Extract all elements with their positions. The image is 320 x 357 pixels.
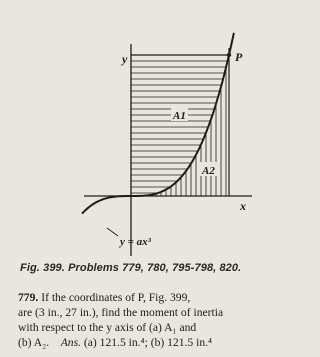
y-axis-label: y bbox=[122, 52, 128, 66]
problem-text-4: (b) A₂. bbox=[18, 336, 50, 349]
answer-label: Ans. bbox=[60, 336, 81, 349]
area-a2-hatching bbox=[156, 68, 226, 196]
curve-label-leader bbox=[107, 228, 118, 236]
area-a2-label: A2 bbox=[202, 165, 215, 177]
curve-equation-label: y = ax³ bbox=[120, 236, 151, 248]
problem-779 bbox=[18, 290, 308, 350]
point-p-label: P bbox=[235, 50, 243, 64]
problem-number: 779. bbox=[18, 291, 39, 304]
problem-line-1 bbox=[18, 290, 308, 305]
problem-line-4 bbox=[18, 335, 308, 350]
area-a1-label: A1 bbox=[173, 110, 186, 122]
figure-caption: Fig. 399. Problems 779, 780, 795-798, 820. bbox=[20, 262, 242, 274]
answer-values: (a) 121.5 in.⁴; (b) 121.5 in.⁴ bbox=[83, 336, 213, 349]
x-axis-label: x bbox=[240, 199, 246, 213]
problem-line-2: are (3 in., 27 in.), find the moment of inertia bbox=[18, 306, 224, 319]
problem-text-1: If the coordinates of P, Fig. 399, bbox=[41, 291, 191, 304]
problem-line-3: with respect to the y axis of (a) A₁ and bbox=[18, 321, 197, 334]
point-p bbox=[227, 53, 231, 57]
